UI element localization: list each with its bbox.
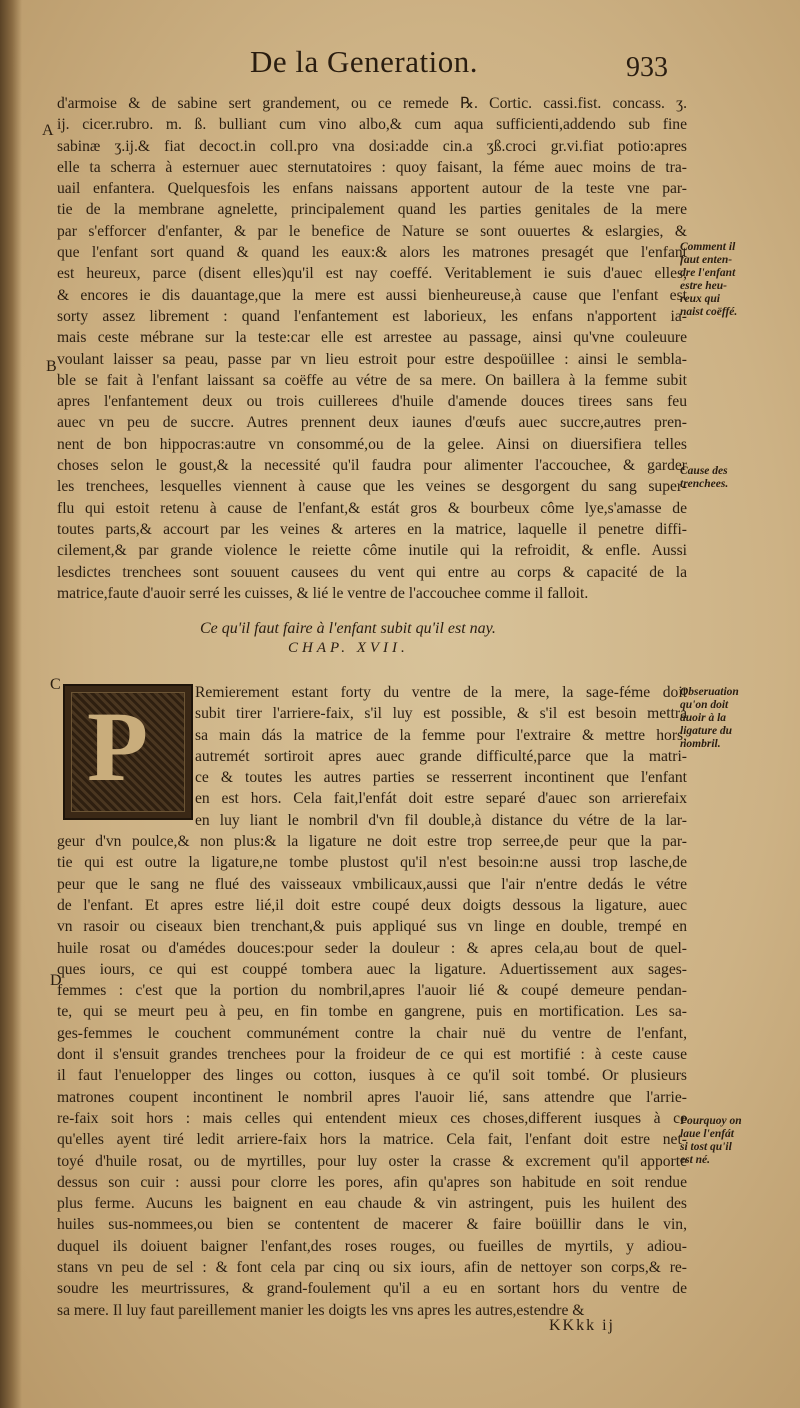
- margin-note-line: faut enten-: [680, 254, 733, 266]
- margin-letter-a: A: [42, 122, 54, 139]
- margin-note-line: nombril.: [680, 738, 721, 750]
- text-line: est heureux, parce (disent elles)qu'il est nay coeffé. Veritablement ie suis d'auec elles,: [57, 265, 687, 283]
- margin-note-line: Obseruation: [680, 686, 739, 698]
- text-line: nent de bon hippocras:autre vn consommé,ou de la gelee. Ainsi on diuersifiera telles: [57, 435, 687, 453]
- text-line: femmes : c'est que la portion du nombril,apres l'auoir lié & coupé demeure pendan-: [57, 982, 687, 1000]
- margin-note-line: auoir à la: [680, 712, 727, 724]
- text-line: en luy liant le nombril d'vn fil double,à distance du vétre de la lar-: [195, 811, 687, 829]
- margin-note-line: est né.: [680, 1154, 711, 1166]
- text-line: auec vn peu de succre. Autres prennent deux iaunes d'œufs auec succre,autres pren-: [57, 414, 687, 432]
- text-line: de l'enfant. Et apres estre lié,il doit estre coupé deux doigts dessous la ligature, auec: [57, 896, 687, 914]
- margin-letter-d: D: [50, 972, 62, 989]
- text-line: subit tirer l'arriere-faix, s'il luy est possible, & s'il est besoin mettra: [195, 705, 687, 723]
- text-line: sa main dás la matrice de la femme pour l'extraire & mettre hors,: [195, 726, 687, 744]
- chapter-heading: Ce qu'il faut faire à l'enfant subit qu'il est nay.: [200, 620, 496, 637]
- text-line: en est hors. Cela fait,l'enfát doit estre separé d'auec son arrierefaix: [195, 790, 687, 808]
- text-line: voulant laisser sa peau, passe par vn lieu estroit pour estre despoüillee : ainsi le sembla-: [57, 350, 687, 368]
- text-line: soudre les meurtrissures, & grand-foulement qu'il a eu en sortant hors du ventre de: [57, 1280, 687, 1298]
- margin-note-line: reux qui: [680, 293, 720, 305]
- text-line: autremét sortiroit apres auec grande difficulté,parce que la matri-: [195, 747, 687, 765]
- margin-letter-b: B: [46, 358, 57, 375]
- text-line: uail enfantera. Quelquesfois les enfans naissans apportent autour de la teste vne par-: [57, 180, 687, 198]
- text-line: il faut l'enuelopper des linges ou cotton, iusques à ce qu'il soit tombé. Or plusieurs: [57, 1067, 687, 1085]
- margin-note-1: [680, 241, 798, 319]
- text-line: re-faix soit hors : mais celles qui entendent mieux ces choses,different iusques à ce: [57, 1109, 687, 1127]
- text-line: ble se fait à l'enfant laissant sa coëffe au vétre de sa mere. On baillera à la femme subit: [57, 371, 687, 389]
- paragraph-top: [57, 93, 687, 604]
- margin-note-line: qu'on doit: [680, 699, 729, 711]
- text-line: que l'enfant sort quand & quand les eaux:& alors les matrones presagét que l'enfant: [57, 244, 687, 262]
- text-line: ce & toutes les autres parties se resserrent incontinent que l'enfant: [195, 769, 687, 787]
- text-line: matrones coupent incontinent le nombril apres l'auoir lié, sans attendre que l'arrie-: [57, 1088, 687, 1106]
- running-title: De la Generation.: [250, 44, 478, 79]
- margin-note-4: [680, 1115, 798, 1167]
- text-line: geur d'vn poulce,& non plus:& la ligature ne doit estre trop serree,de peur que la par-: [57, 833, 687, 851]
- text-line: dont il s'ensuit grandes trenchees pour la froideur de ce qui est mortifié : à ceste cause: [57, 1046, 687, 1064]
- text-line: toyé d'huile rosat, ou de myrtilles, pour luy oster la crasse & excrement qu'il apporte: [57, 1152, 687, 1170]
- text-line: sabinæ ʒ.ij.& fiat decoct.in coll.pro vna dosi:adde cin.a ʒß.croci gr.vi.fiat potio:apres: [57, 137, 687, 155]
- text-line: plus ferme. Aucuns les baignent en eau chaude & vin astringent, puis les huilent des: [57, 1195, 687, 1213]
- text-line: elle ta scherra à esternuer auec sternutatoires : quoy faisant, la féme auec moins de tra-: [57, 158, 687, 176]
- margin-note-line: Comment il: [680, 241, 736, 253]
- text-line: ij. cicer.rubro. m. ß. bulliant cum vino albo,& cum aqua sufficienti,addendo sub fine: [57, 116, 687, 134]
- margin-note-line: si tost qu'il: [680, 1141, 732, 1153]
- text-line: les trenchees, lesquelles viennent à cause que les veines se desgorgent du sang super-: [57, 478, 687, 496]
- text-line: huile rosat ou d'amédes douces:pour seder la douleur : & apres cela,au bout de quel-: [57, 939, 687, 957]
- margin-note-line: estre heu-: [680, 280, 727, 292]
- margin-note-2: [680, 465, 798, 491]
- text-line: matrice,faute d'auoir serré les cuisses, & lié le ventre de l'accouchee comme il falloit.: [57, 584, 589, 602]
- text-line: duquel ils doiuent baigner l'enfant,des roses rouges, ou fueilles de myrtils, y adiou-: [57, 1237, 687, 1255]
- margin-note-3: [680, 686, 798, 751]
- margin-note-line: naist coëffé.: [680, 306, 738, 318]
- margin-note-line: Cause des: [680, 465, 728, 477]
- signature-mark: KKkk ij: [549, 1317, 615, 1334]
- text-line: choses selon le goust,& la necessité qu'il faudra pour alimenter l'accouchee, & garder: [57, 457, 687, 475]
- text-line: flu qui estoit retenu à cause de l'enfant,& estát gros & bourbeux côme lye,s'amasse de: [57, 499, 687, 517]
- text-line: sa mere. Il luy faut pareillement manier les doigts les vns apres les autres,estendre &: [57, 1301, 585, 1319]
- margin-letter-c: C: [50, 676, 61, 693]
- text-line: ges-femmes le couchent communément contre la chair nuë du ventre de l'enfant,: [57, 1024, 687, 1042]
- text-line: te, qui se meurt peu à peu, en fin tombe en gangrene, puis en mortification. Les sa-: [57, 1003, 687, 1021]
- text-line: & encores ie dis dauantage,que la mere est aussi bienheureuse,à cause que l'enfant est: [57, 286, 687, 304]
- margin-note-line: laue l'enfát: [680, 1128, 734, 1140]
- text-line: par s'efforcer d'enfanter, & par le benefice de Nature se sont ouuertes & eslargies, &: [57, 222, 687, 240]
- margin-note-line: Pourquoy on: [680, 1115, 742, 1127]
- page-number: 933: [626, 52, 668, 83]
- text-line: lesdictes trenchees sont souuent causees du vent qui entre au corps & capacité de la: [57, 563, 687, 581]
- text-line: qu'elles ayent tiré ledit arriere-faix hors la matrice. Cela fait, l'enfant doit estre net-: [57, 1131, 687, 1149]
- text-line: vn rasoir ou ciseaux bien trenchant,& puis appliqué sus vn linge en double, trempé en: [57, 918, 687, 936]
- text-line: mais ceste mébrane sur la teste:car elle est arrestee au passage, ainsi qu'vne couleuure: [57, 329, 687, 347]
- margin-note-line: ligature du: [680, 725, 733, 737]
- chapter-label: CHAP. XVII.: [288, 640, 409, 656]
- text-line: Remierement estant forty du ventre de la mere, la sage-féme doit: [195, 684, 687, 701]
- text-line: tie qui est outre la ligature,ne tombe plustost qu'il n'est besoin:ne aussi trop lasche,de: [57, 854, 687, 872]
- text-line: apres l'enfantement deux ou trois cuillerees d'huile d'amende douces tirees sans feu: [57, 393, 687, 411]
- text-line: d'armoise & de sabine sert grandement, ou ce remede ℞. Cortic. cassi.fist. concass. ʒ.: [57, 95, 687, 112]
- text-line: ques iours, ce qui est couppé tombera auec la ligature. Aduertissement aux sages-: [57, 960, 687, 978]
- text-line: dessus son cuir : aussi pour clorre les pores, afin qu'apres son habitude en soit rendue: [57, 1173, 687, 1191]
- paragraph-bottom: [57, 682, 687, 1321]
- text-line: toutes parts,& accourt par les veines & arteres en la matrice, laquelle il penetre diffi-: [57, 520, 687, 538]
- text-line: stans vn peu de sel : & font cela par cinq ou six iours, afin de nettoyer son corps,& re-: [57, 1259, 687, 1277]
- text-line: peur que le sang ne flué des vaisseaux vmbilicaux,aussi que l'air n'entre dedás le vétre: [57, 875, 687, 893]
- text-line: tie de la membrane agnelette, principalement quand les parties genitales de la mere: [57, 201, 687, 219]
- margin-note-line: dre l'enfant: [680, 267, 736, 279]
- text-line: huiles sus-nommees,ou bien se contentent de macerer & faire boüillir dans le vin,: [57, 1216, 687, 1234]
- drop-cap-letter: P: [87, 691, 149, 802]
- margin-note-line: trenchees.: [680, 478, 729, 490]
- text-line: cilement,& par grande violence le reiette côme inutile qui la refroidit, & enfle. Aussi: [57, 542, 687, 560]
- text-line: sorty assez librement : quand l'enfantement est laborieux, les enfans n'apportent ia-: [57, 307, 687, 325]
- book-gutter: [0, 0, 22, 1408]
